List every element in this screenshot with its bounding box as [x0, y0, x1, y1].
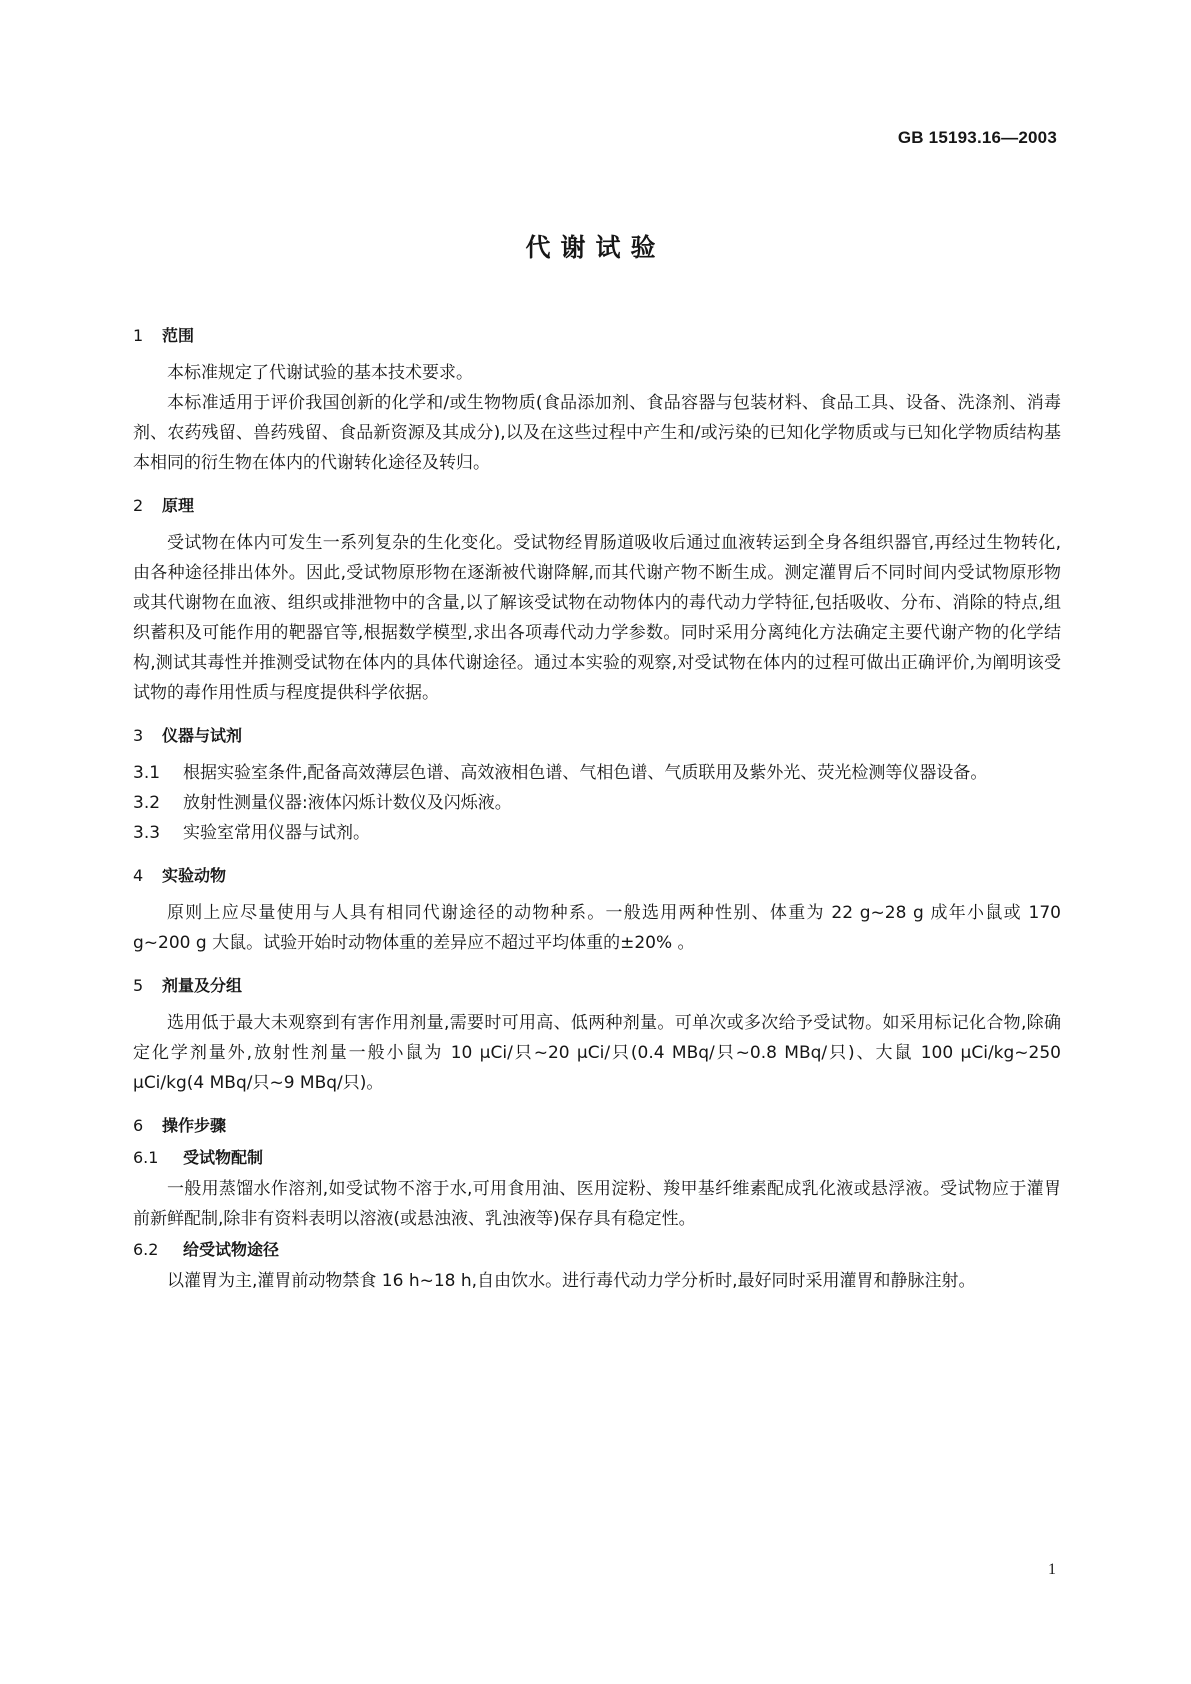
subsection-heading: [133, 1240, 1061, 1260]
document-title: 代谢试验: [525, 233, 666, 262]
list-item: [133, 788, 1061, 818]
section-animals: [133, 866, 1061, 958]
item-number: 3.1: [133, 763, 161, 783]
section-number: 5: [133, 976, 144, 995]
section-title: 仪器与试剂: [162, 726, 243, 745]
paragraph: 本标准规定了代谢试验的基本技术要求。: [167, 363, 473, 383]
standard-code: GB 15193.16—2003: [897, 128, 1057, 147]
document-body: [133, 326, 1061, 1296]
item-number: 3.2: [133, 793, 161, 813]
item-text: 根据实验室条件,配备高效薄层色谱、高效液相色谱、气相色谱、气质联用及紫外光、荧光检测等仪器设备。: [183, 763, 988, 783]
paragraph: 受试物在体内可发生一系列复杂的生化变化。受试物经胃肠道吸收后通过血液转运到全身各组织器官,再经过生物转化,由各种途径排出体外。因此,受试物原形物在逐渐被代谢降解,而其代谢产物不断生成。测定灌胃后不同时间内受试物原形物或其代谢物在血液、组织或排泄物中的含量,以了解该受试物在动物体内的毒代动力学特征,包括吸收、分布、消除的特点,组织蓄积及可能作用的靶器官等,根据数学模型,求出各项毒代动力学参数。同时采用分离纯化方法确定主要代谢产物的化学结构,测试其毒性并推测受试物在体内的具体代谢途径。通过本实验的观察,对受试物在体内的过程可做出正确评价,为阐明该受试物的毒作用性质与程度提供科学依据。: [133, 533, 1061, 703]
section-heading: [133, 1116, 1061, 1136]
section-principle: [133, 496, 1061, 708]
section-heading: [133, 866, 1061, 886]
item-number: 3.3: [133, 823, 161, 843]
section-procedure: [133, 1116, 1061, 1296]
section-heading: [133, 496, 1061, 516]
item-text: 放射性测量仪器:液体闪烁计数仪及闪烁液。: [183, 793, 512, 813]
section-number: 2: [133, 496, 144, 515]
subsection-heading: [133, 1148, 1061, 1168]
section-number: 6: [133, 1116, 144, 1135]
paragraph: 选用低于最大未观察到有害作用剂量,需要时可用高、低两种剂量。可单次或多次给予受试物。如采用标记化合物,除确定化学剂量外,放射性剂量一般小鼠为 10 μCi/只~20 μCi/只(0.4 MBq/只~0.8 MBq/只)、大鼠 100 μCi/kg~250 μCi/kg(4 MBq/只~9 MBq/只)。: [133, 1013, 1061, 1093]
subsection-title: 给受试物途径: [183, 1240, 280, 1259]
section-number: 3: [133, 726, 144, 745]
section-heading: [133, 976, 1061, 996]
section-number: 1: [133, 326, 144, 345]
paragraph: 本标准适用于评价我国创新的化学和/或生物物质(食品添加剂、食品容器与包装材料、食品工具、设备、洗涤剂、消毒剂、农药残留、兽药残留、食品新资源及其成分),以及在这些过程中产生和/或污染的已知化学物质或与已知化学物质结构基本相同的衍生物在体内的代谢转化途径及转归。: [133, 393, 1061, 473]
section-heading: [133, 326, 1061, 346]
subsection-number: 6.2: [133, 1240, 159, 1259]
paragraph: 以灌胃为主,灌胃前动物禁食 16 h~18 h,自由饮水。进行毒代动力学分析时,最好同时采用灌胃和静脉注射。: [167, 1271, 976, 1291]
section-title: 剂量及分组: [162, 976, 243, 995]
item-text: 实验室常用仪器与试剂。: [183, 823, 370, 843]
section-title: 原理: [162, 496, 195, 515]
page-number: 1: [1048, 1561, 1056, 1578]
paragraph: 一般用蒸馏水作溶剂,如受试物不溶于水,可用食用油、医用淀粉、羧甲基纤维素配成乳化液或悬浮液。受试物应于灌胃前新鲜配制,除非有资料表明以溶液(或悬浊液、乳浊液等)保存具有稳定性。: [133, 1179, 1061, 1229]
section-title: 实验动物: [162, 866, 227, 885]
section-instruments: [133, 726, 1061, 848]
subsection-title: 受试物配制: [183, 1148, 264, 1167]
section-dosage: [133, 976, 1061, 1098]
section-heading: [133, 726, 1061, 746]
section-title: 操作步骤: [162, 1116, 227, 1135]
list-item: [133, 818, 1061, 848]
list-item: [133, 758, 1061, 788]
subsection-number: 6.1: [133, 1148, 159, 1167]
section-scope: [133, 326, 1061, 478]
section-title: 范围: [162, 326, 195, 345]
section-number: 4: [133, 866, 144, 885]
paragraph: 原则上应尽量使用与人具有相同代谢途径的动物种系。一般选用两种性别、体重为 22 g~28 g 成年小鼠或 170 g~200 g 大鼠。试验开始时动物体重的差异应不超过平均体重的±20% 。: [133, 903, 1061, 953]
